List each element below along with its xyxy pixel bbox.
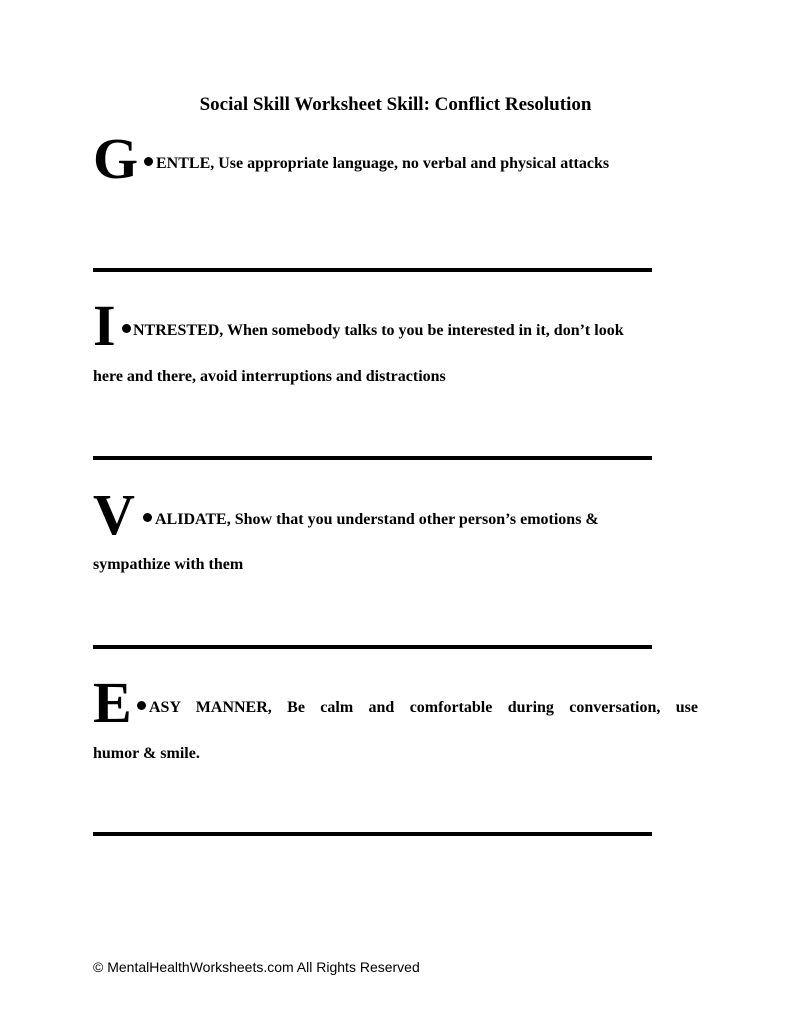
answer-line-easy-manner[interactable] [93, 832, 652, 836]
initial-letter-e: E [93, 670, 132, 735]
interested-description-line1: NTRESTED, When somebody talks to you be interested in it, don’t look [133, 322, 624, 339]
validate-description-line2: sympathize with them [93, 556, 244, 573]
initial-letter-v: V [93, 482, 135, 547]
initial-letter-g: G [93, 126, 139, 191]
answer-line-validate[interactable] [93, 645, 652, 649]
easy-manner-description-line1: ASY MANNER, Be calm and comfortable during conversation, use [149, 699, 698, 716]
gentle-description: ENTLE, Use appropriate language, no verbal and physical attacks [156, 155, 610, 172]
initial-letter-i: I [93, 293, 116, 358]
section-validate [93, 474, 698, 573]
bullet-dot [144, 157, 153, 166]
answer-line-interested[interactable] [93, 456, 652, 460]
bullet-dot [122, 324, 131, 333]
copyright-footer: © MentalHealthWorksheets.com All Rights Reserved [93, 959, 420, 975]
section-gentle [93, 118, 698, 191]
validate-description-line1: ALIDATE, Show that you understand other person’s emotions & [155, 511, 599, 528]
answer-line-gentle[interactable] [93, 268, 652, 272]
section-interested [93, 285, 698, 385]
bullet-dot [137, 701, 146, 710]
section-easy-manner [93, 662, 698, 762]
bullet-dot [143, 513, 152, 522]
page-title: Social Skill Worksheet Skill: Conflict Resolution [199, 94, 592, 115]
easy-manner-description-line2: humor & smile. [93, 745, 200, 762]
interested-description-line2: here and there, avoid interruptions and distractions [93, 368, 446, 385]
